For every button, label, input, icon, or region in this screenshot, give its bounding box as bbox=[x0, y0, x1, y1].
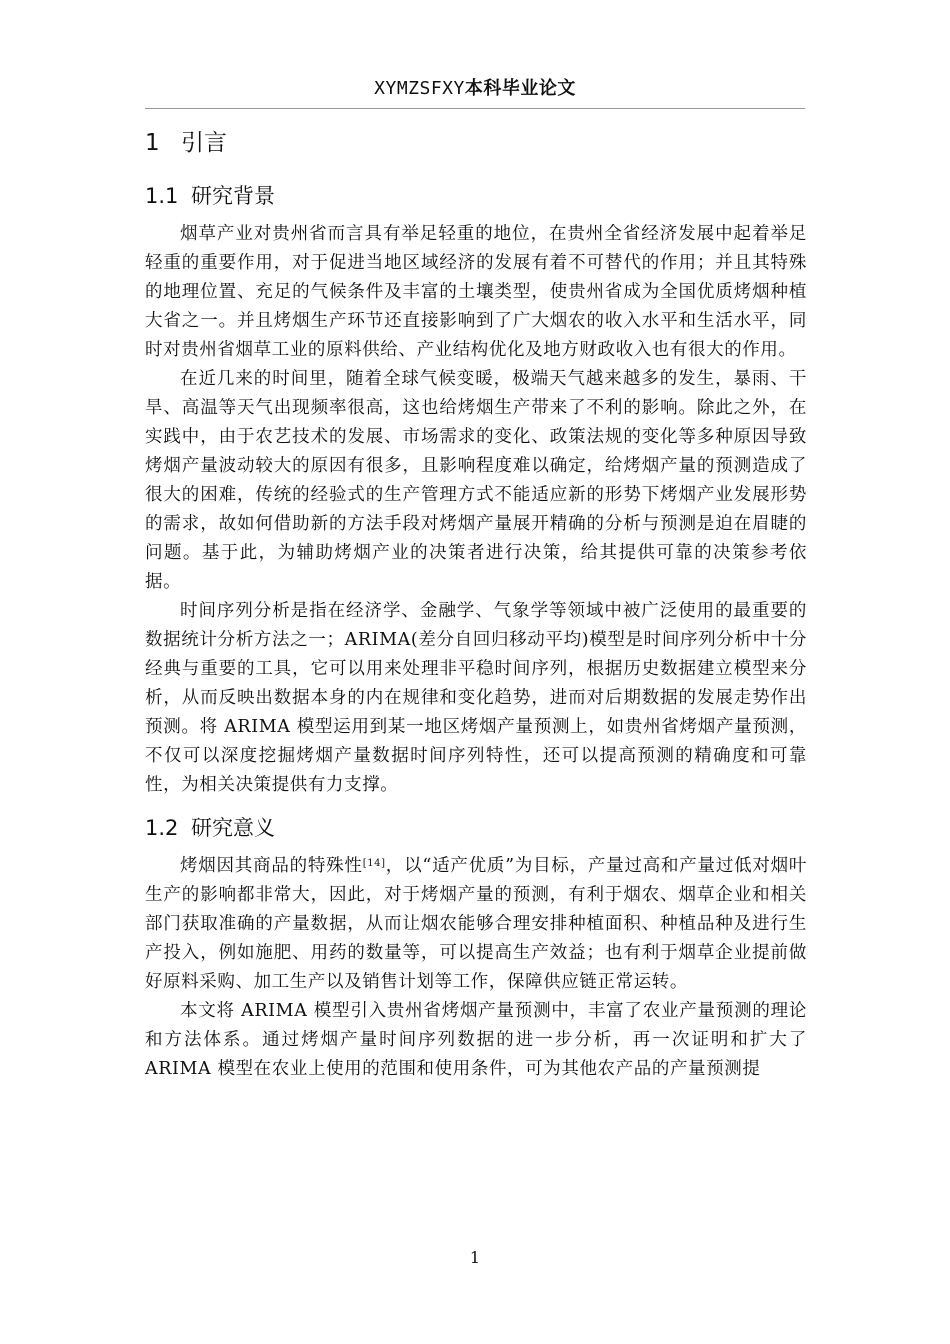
paragraph bbox=[145, 852, 807, 997]
paragraph-text: ，以“适产优质”为目标，产量过高和产量过低对烟叶生产的影响都非常大，因此，对于烤烟产量的预测，有利于烟农、烟草企业和相关部门获取准确的产量数据，从而让烟农能够合理安排种植面积、种植品种及进行生产投入，例如施肥、用药的数量等，可以提高生产效益；也有利于烟草企业提前做好原料采购、加工生产以及销售计划等工作，保障供应链正常运转。 bbox=[145, 856, 808, 992]
section-number: 1.2 bbox=[145, 816, 179, 840]
running-header-code: XYMZSFXY bbox=[374, 78, 465, 99]
paragraph: 在近几来的时间里，随着全球气候变暖，极端天气越来越多的发生，暴雨、干旱、高温等天气出现频率很高，这也给烤烟生产带来了不利的影响。除此之外，在实践中，由于农艺技术的发展、市场需求的变化、政策法规的变化等多种原因导致烤烟产量波动较大的原因有很多，且影响程度难以确定，给烤烟产量的预测造成了很大的困难，传统的经验式的生产管理方式不能适应新的形势下烤烟产业发展形势的需求，故如何借助新的方法手段对烤烟产量展开精确的分析与预测是迫在眉睫的问题。基于此，为辅助烤烟产业的决策者进行决策，给其提供可靠的决策参考依据。 bbox=[145, 369, 807, 592]
chapter-number: 1 bbox=[145, 130, 160, 156]
chapter-heading bbox=[145, 124, 807, 162]
section-number: 1.1 bbox=[145, 184, 179, 208]
citation-reference: [14] bbox=[362, 858, 386, 869]
paragraph: 时间序列分析是指在经济学、金融学、气象学等领域中被广泛使用的最重要的数据统计分析方法之一；ARIMA(差分自回归移动平均)模型是时间序列分析中十分经典与重要的工具，它可以用来处理非平稳时间序列，根据历史数据建立模型来分析，从而反映出数据本身的内在规律和变化趋势，进而对后期数据的发展走势作出预测。将 ARIMA 模型运用到某一地区烤烟产量预测上，如贵州省烤烟产量预测，不仅可以深度挖掘烤烟产量数据时间序列特性，还可以提高预测的精确度和可靠性，为相关决策提供有力支撑。 bbox=[145, 601, 807, 795]
paragraph-text: 烤烟因其商品的特殊性 bbox=[180, 856, 363, 876]
paragraph: 本文将 ARIMA 模型引入贵州省烤烟产量预测中，丰富了农业产量预测的理论和方法体系。通过烤烟产量时间序列数据的进一步分析，再一次证明和扩大了 ARIMA 模型在农业上使用的范围和使用条件，可为其他农产品的产量预测提 bbox=[145, 1001, 807, 1079]
section-heading-background bbox=[145, 178, 807, 214]
page-content bbox=[145, 124, 807, 1084]
header-rule bbox=[145, 108, 805, 109]
running-header-title: 本科毕业论文 bbox=[464, 78, 576, 99]
paragraph: 烟草产业对贵州省而言具有举足轻重的地位，在贵州全省经济发展中起着举足轻重的重要作用，对于促进当地区域经济的发展有着不可替代的作用；并且其特殊的地理位置、充足的气候条件及丰富的土壤类型，使贵州省成为全国优质烤烟种植大省之一。并且烤烟生产环节还直接影响到了广大烟农的收入水平和生活水平，同时对贵州省烟草工业的原料供给、产业结构优化及地方财政收入也有很大的作用。 bbox=[145, 224, 807, 360]
chapter-title: 引言 bbox=[181, 130, 227, 156]
section-title: 研究背景 bbox=[191, 184, 275, 208]
running-header bbox=[0, 74, 950, 100]
page-number: 1 bbox=[469, 1248, 481, 1267]
section-title: 研究意义 bbox=[191, 816, 275, 840]
section-heading-significance bbox=[145, 810, 807, 846]
